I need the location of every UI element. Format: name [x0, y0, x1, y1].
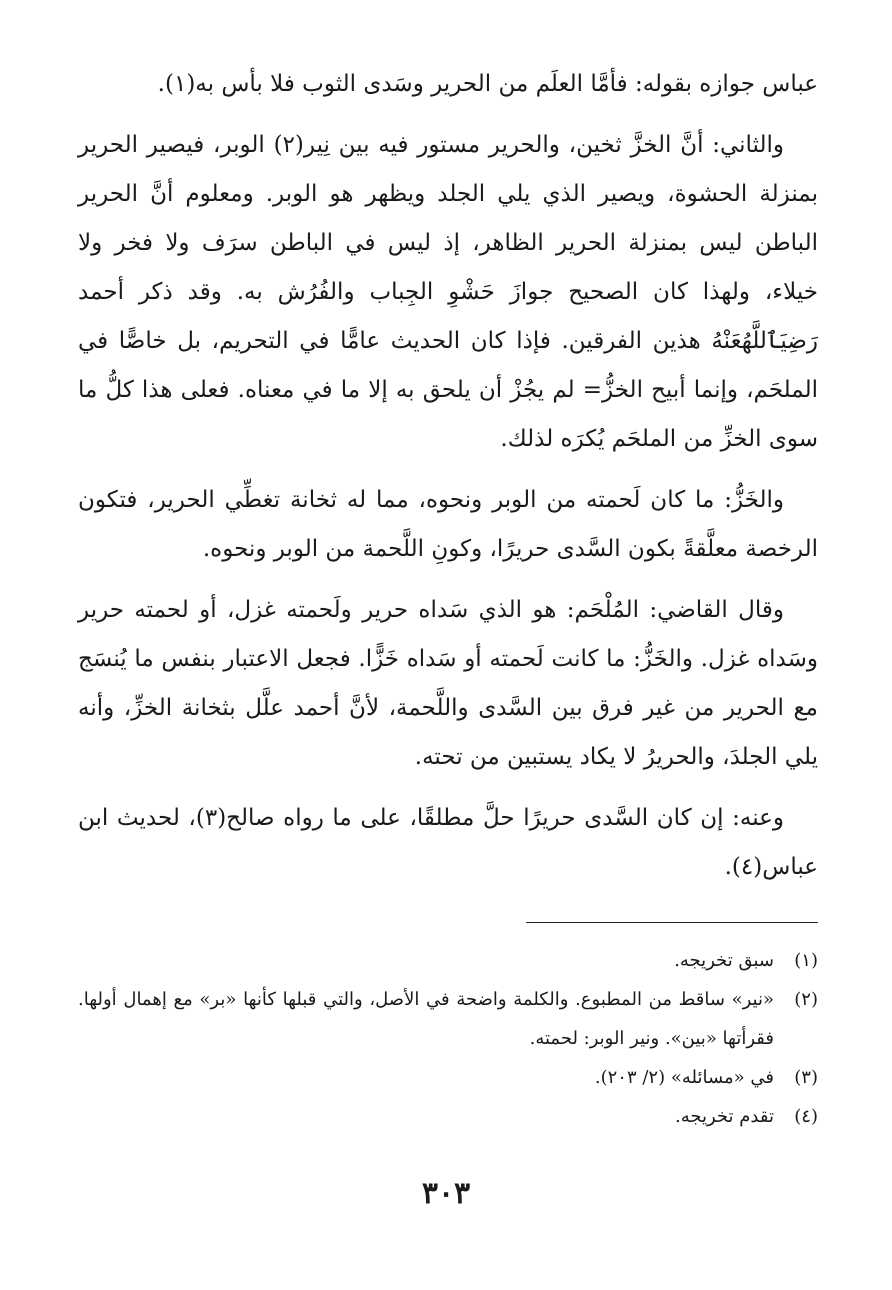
- footnotes: [78, 941, 818, 1136]
- paragraph-4: وقال القاضي: المُلْحَم: هو الذي سَداه حرير ولَحمته غزل، أو لحمته حرير وسَداه غزل. والخَزُّ: ما كانت لَحمته أو سَداه خَزًّا. فجعل الاعتبار بنفس ما يُنسَج مع الحرير من غير فرق بين السَّدى واللَّحمة، لأنَّ أحمد علَّل بثخانة الخزِّ، وأنه يلي الجلدَ، والحريرُ لا يكاد يستبين من تحته.: [78, 597, 818, 770]
- footnote-text: تقدم تخريجه.: [675, 1106, 774, 1127]
- footnote-1: [78, 941, 818, 980]
- footnote-number: (١): [794, 950, 818, 971]
- footnote-2: [78, 980, 818, 1058]
- paragraph-1: عباس جوازه بقوله: فأمَّا العلَم من الحرير وسَدى الثوب فلا بأس به(١).: [157, 71, 818, 97]
- paragraph-5: وعنه: إن كان السَّدى حريرًا حلَّ مطلقًا، على ما رواه صالح(٣)، لحديث ابن عباس(٤).: [78, 805, 818, 880]
- footnote-text: «نير» ساقط من المطبوع. والكلمة واضحة في الأصل، والتي قبلها كأنها «بر» مع إهمال أولها. فقرأتها «بين». ونير الوبر: لحمته.: [78, 989, 774, 1049]
- footnote-divider: [526, 922, 818, 923]
- footnote-text: في «مسائله» (٢/ ٢٠٣).: [594, 1067, 774, 1088]
- footnote-3: [78, 1058, 818, 1097]
- paragraph-3: والخَزُّ: ما كان لَحمته من الوبر ونحوه، مما له ثخانة تغطِّي الحرير، فتكون الرخصة معلَّقةً بكون السَّدى حريرًا، وكونِ اللَّحمة من الوبر ونحوه.: [78, 487, 818, 562]
- footnote-number: (٤): [794, 1106, 818, 1127]
- main-text: [78, 60, 818, 892]
- page-content: [78, 60, 818, 1136]
- footnote-text: سبق تخريجه.: [674, 950, 774, 971]
- page-number: ٣٠٣: [421, 1176, 471, 1211]
- footnote-4: [78, 1097, 818, 1136]
- footnote-number: (٢): [794, 989, 818, 1010]
- paragraph-2: والثاني: أنَّ الخزَّ ثخين، والحرير مستور فيه بين نِير(٢) الوبر، فيصير الحرير بمنزلة الحشوة، ويصير الذي يلي الجلد ويظهر هو الوبر. ومعلوم أنَّ الحرير الباطن ليس بمنزلة الحرير الظاهر، إذ ليس في الباطن سرَف ولا فخر ولا خيلاء، ولهذا كان الصحيح جوازَ حَشْوِ الجِباب والفُرُش به. وقد ذكر أحمد رَضِيَٱللَّهُعَنْهُ هذين الفرقين. فإذا كان الحديث عامًّا في التحريم، بل خاصًّا في الملحَم، وإنما أبيح الخزُّ= لم يجُزْ أن يلحق به إلا ما في معناه. فعلى هذا كلُّ ما سوى الخزِّ من الملحَم يُكرَه لذلك.: [78, 132, 818, 452]
- footnote-number: (٣): [794, 1067, 818, 1088]
